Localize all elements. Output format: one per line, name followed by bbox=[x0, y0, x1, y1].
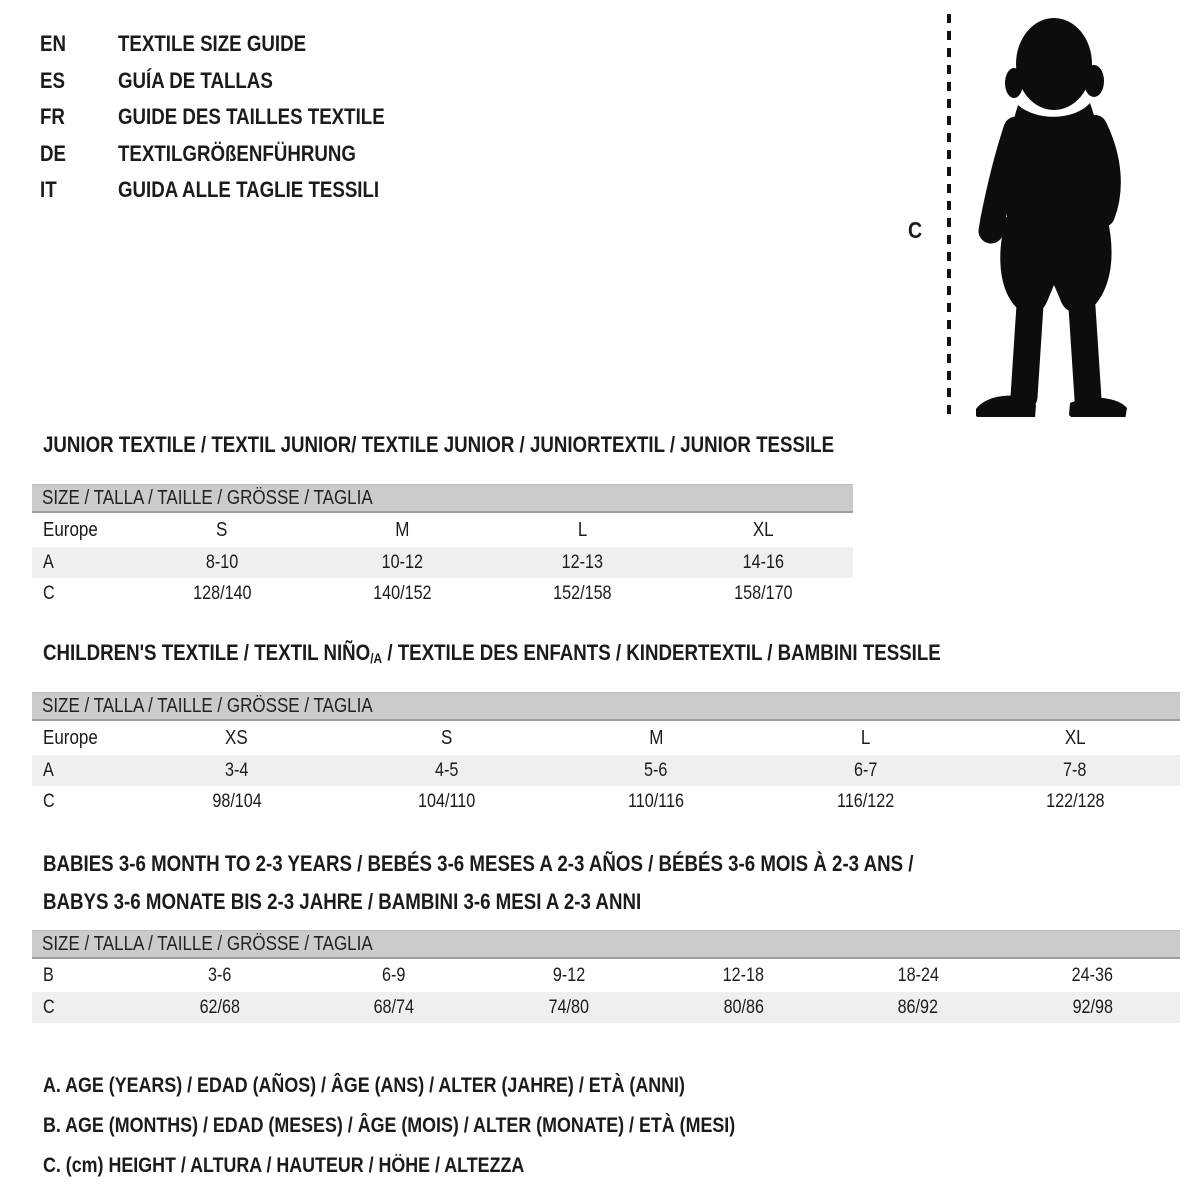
size-cell bbox=[673, 583, 853, 605]
size-header-label: SIZE / TALLA / TAILLE / GRÖSSE / TAGLIA bbox=[42, 486, 373, 509]
size-table-junior bbox=[32, 484, 853, 609]
size-header-label: SIZE / TALLA / TAILLE / GRÖSSE / TAGLIA bbox=[42, 694, 373, 717]
measurement-legend bbox=[43, 1066, 857, 1186]
language-code-text: DE bbox=[40, 140, 66, 166]
language-title-it bbox=[118, 177, 432, 203]
language-title-es bbox=[118, 68, 432, 94]
section-title-junior bbox=[43, 433, 974, 457]
legend-line-a bbox=[43, 1066, 857, 1106]
size-cell-text: 5-6 bbox=[644, 759, 668, 781]
legend-line-b bbox=[43, 1106, 857, 1146]
children-title-part1: CHILDREN'S TEXTILE / TEXTIL NIÑO bbox=[43, 640, 371, 665]
table-row-a bbox=[32, 547, 853, 578]
row-label bbox=[32, 965, 132, 987]
section-title-text bbox=[43, 641, 941, 670]
section-title-children bbox=[43, 641, 1099, 670]
children-title-part2: / TEXTILE DES ENFANTS / KINDERTEXTIL / BAMBINI TESSILE bbox=[382, 640, 941, 665]
size-cell-text: 86/92 bbox=[897, 996, 939, 1018]
size-table-babies bbox=[32, 930, 1180, 1023]
section-title-text: JUNIOR TEXTILE / TEXTIL JUNIOR/ TEXTILE JUNIOR / JUNIORTEXTIL / JUNIOR TESSILE bbox=[43, 432, 835, 457]
size-cell bbox=[312, 552, 492, 574]
size-header-bar bbox=[32, 930, 1180, 959]
legend-text: B. AGE (MONTHS) / EDAD (MESES) / ÂGE (MOIS) / ALTER (MONATE) / ETÀ (MESI) bbox=[43, 1114, 736, 1137]
legend-line-c bbox=[43, 1146, 857, 1186]
column-header-l bbox=[761, 727, 971, 750]
children-title-sub: /A bbox=[370, 650, 383, 666]
column-header-text: XS bbox=[225, 726, 249, 749]
height-label-text: C bbox=[908, 217, 923, 243]
table-row-c bbox=[32, 992, 1180, 1023]
section-title-text: BABYS 3-6 MONATE BIS 2-3 JAHRE / BAMBINI 3-6 MESI A 2-3 ANNI bbox=[43, 889, 642, 914]
language-row-de bbox=[40, 136, 432, 173]
column-header-m bbox=[312, 519, 492, 542]
size-cell-text: 3-6 bbox=[207, 964, 232, 986]
column-header-text: M bbox=[648, 726, 664, 749]
size-cell-text: 74/80 bbox=[548, 996, 589, 1018]
legend-text: A. AGE (YEARS) / EDAD (AÑOS) / ÂGE (ANS) / ALTER (JAHRE) / ETÀ (ANNI) bbox=[43, 1074, 685, 1097]
column-header-europe bbox=[32, 519, 132, 542]
size-cell bbox=[970, 791, 1180, 813]
height-dashed-line bbox=[946, 14, 954, 418]
size-cell-text: 80/86 bbox=[723, 996, 764, 1018]
size-cell bbox=[132, 583, 312, 605]
size-cell-text: 10-12 bbox=[381, 551, 424, 573]
section-title-babies bbox=[43, 845, 1067, 921]
language-code-text: ES bbox=[40, 67, 65, 93]
column-header-text: L bbox=[577, 518, 588, 541]
language-code-text: EN bbox=[40, 31, 66, 57]
size-cell bbox=[493, 583, 673, 605]
size-cell bbox=[656, 997, 831, 1019]
size-cell bbox=[673, 552, 853, 574]
size-cell bbox=[481, 965, 656, 987]
size-cell-text: 128/140 bbox=[192, 582, 252, 604]
column-header-xl bbox=[673, 519, 853, 542]
column-header-text: Europe bbox=[43, 518, 98, 541]
size-cell bbox=[551, 760, 761, 782]
size-cell-text: 3-4 bbox=[225, 759, 249, 781]
size-cell bbox=[481, 997, 656, 1019]
size-cell-text: 6-9 bbox=[382, 964, 406, 986]
row-label-text: C bbox=[43, 582, 55, 604]
size-cell-text: 158/170 bbox=[733, 582, 793, 604]
size-cell-text: 140/152 bbox=[373, 582, 432, 604]
column-header-s bbox=[342, 727, 552, 750]
babies-title-line2 bbox=[43, 883, 1067, 921]
size-cell bbox=[1005, 997, 1180, 1019]
column-header-text: M bbox=[395, 518, 410, 541]
babies-title-line1 bbox=[43, 845, 1067, 883]
size-cell bbox=[312, 583, 492, 605]
size-cell bbox=[342, 760, 552, 782]
language-title-text: TEXTILGRÖßENFÜHRUNG bbox=[118, 140, 356, 166]
table-row-b bbox=[32, 959, 1180, 992]
size-cell-text: 152/158 bbox=[553, 582, 612, 604]
row-label bbox=[32, 552, 132, 574]
size-cell bbox=[761, 791, 971, 813]
size-cell bbox=[132, 997, 307, 1019]
size-cell bbox=[342, 791, 552, 813]
row-label bbox=[32, 997, 132, 1019]
language-code-de bbox=[40, 141, 118, 167]
table-row-c bbox=[32, 578, 853, 609]
language-title-text: GUIDA ALLE TAGLIE TESSILI bbox=[118, 177, 380, 203]
row-label-text: C bbox=[43, 996, 55, 1018]
size-cell-text: 9-12 bbox=[552, 964, 585, 986]
language-title-fr bbox=[118, 104, 432, 130]
size-cell-text: 68/74 bbox=[373, 996, 415, 1018]
language-title-text: GUIDE DES TAILLES TEXTILE bbox=[118, 104, 385, 130]
section-title-text: BABIES 3-6 MONTH TO 2-3 YEARS / BEBÉS 3-6 MESES A 2-3 AÑOS / BÉBÉS 3-6 MOIS À 2-3 ANS / bbox=[43, 851, 914, 876]
row-label-text: B bbox=[43, 964, 54, 986]
column-header-europe bbox=[32, 727, 132, 750]
size-cell bbox=[307, 997, 482, 1019]
column-header-m bbox=[551, 727, 761, 750]
size-table-children bbox=[32, 692, 1180, 817]
language-row-es bbox=[40, 63, 432, 100]
column-header-s bbox=[132, 519, 312, 542]
height-label-c bbox=[908, 217, 925, 244]
size-cell bbox=[656, 965, 831, 987]
size-cell-text: 122/128 bbox=[1045, 790, 1105, 812]
column-header-xl bbox=[970, 727, 1180, 750]
table-row-c bbox=[32, 786, 1180, 817]
size-cell bbox=[132, 760, 342, 782]
column-header-row bbox=[32, 721, 1180, 755]
size-cell bbox=[831, 997, 1006, 1019]
language-title-text: GUÍA DE TALLAS bbox=[118, 67, 273, 93]
language-code-es bbox=[40, 68, 118, 94]
language-code-en bbox=[40, 31, 118, 57]
column-header-text: L bbox=[860, 726, 871, 749]
size-cell-text: 62/68 bbox=[199, 996, 240, 1018]
size-cell-text: 7-8 bbox=[1063, 759, 1087, 781]
size-header-bar bbox=[32, 692, 1180, 721]
row-label bbox=[32, 760, 132, 782]
size-cell-text: 110/116 bbox=[627, 790, 684, 812]
row-label-text: C bbox=[43, 790, 55, 812]
size-header-label: SIZE / TALLA / TAILLE / GRÖSSE / TAGLIA bbox=[42, 932, 373, 955]
language-code-text: FR bbox=[40, 104, 65, 130]
size-header-bar bbox=[32, 484, 853, 513]
size-cell bbox=[551, 791, 761, 813]
size-cell-text: 104/110 bbox=[417, 790, 475, 812]
size-cell bbox=[970, 760, 1180, 782]
language-title-text: TEXTILE SIZE GUIDE bbox=[118, 31, 307, 57]
size-cell-text: 92/98 bbox=[1072, 996, 1113, 1018]
language-title-en bbox=[118, 31, 432, 57]
table-row-a bbox=[32, 755, 1180, 786]
language-code-text: IT bbox=[40, 177, 57, 203]
size-cell-text: 18-24 bbox=[897, 964, 939, 986]
language-code-it bbox=[40, 177, 118, 203]
row-label-text: A bbox=[43, 759, 54, 781]
language-row-it bbox=[40, 172, 432, 209]
size-cell-text: 12-18 bbox=[722, 964, 765, 986]
language-title-list bbox=[40, 26, 432, 209]
size-cell-text: 12-13 bbox=[561, 551, 604, 573]
size-cell bbox=[307, 965, 482, 987]
language-title-de bbox=[118, 141, 432, 167]
row-label bbox=[32, 791, 132, 813]
column-header-text: XL bbox=[752, 518, 774, 541]
size-cell-text: 116/122 bbox=[836, 790, 895, 812]
size-cell-text: 4-5 bbox=[434, 759, 459, 781]
size-cell bbox=[132, 552, 312, 574]
toddler-silhouette-icon bbox=[966, 17, 1131, 417]
size-cell bbox=[132, 791, 342, 813]
column-header-text: S bbox=[440, 726, 453, 749]
column-header-text: S bbox=[216, 518, 228, 541]
size-cell-text: 98/104 bbox=[212, 790, 262, 812]
row-label bbox=[32, 583, 132, 605]
column-header-row bbox=[32, 513, 853, 547]
size-cell-text: 14-16 bbox=[742, 551, 784, 573]
language-row-fr bbox=[40, 99, 432, 136]
size-cell bbox=[493, 552, 673, 574]
language-row-en bbox=[40, 26, 432, 63]
column-header-text: Europe bbox=[43, 726, 98, 749]
column-header-xs bbox=[132, 727, 342, 750]
column-header-l bbox=[493, 519, 673, 542]
size-cell-text: 8-10 bbox=[205, 551, 239, 573]
size-cell bbox=[1005, 965, 1180, 987]
size-cell bbox=[132, 965, 307, 987]
size-cell bbox=[761, 760, 971, 782]
column-header-text: XL bbox=[1064, 726, 1086, 749]
language-code-fr bbox=[40, 104, 118, 130]
size-cell bbox=[831, 965, 1006, 987]
size-cell-text: 6-7 bbox=[853, 759, 878, 781]
row-label-text: A bbox=[43, 551, 54, 573]
legend-text: C. (cm) HEIGHT / ALTURA / HAUTEUR / HÖHE / ALTEZZA bbox=[43, 1154, 525, 1177]
size-cell-text: 24-36 bbox=[1072, 964, 1114, 986]
